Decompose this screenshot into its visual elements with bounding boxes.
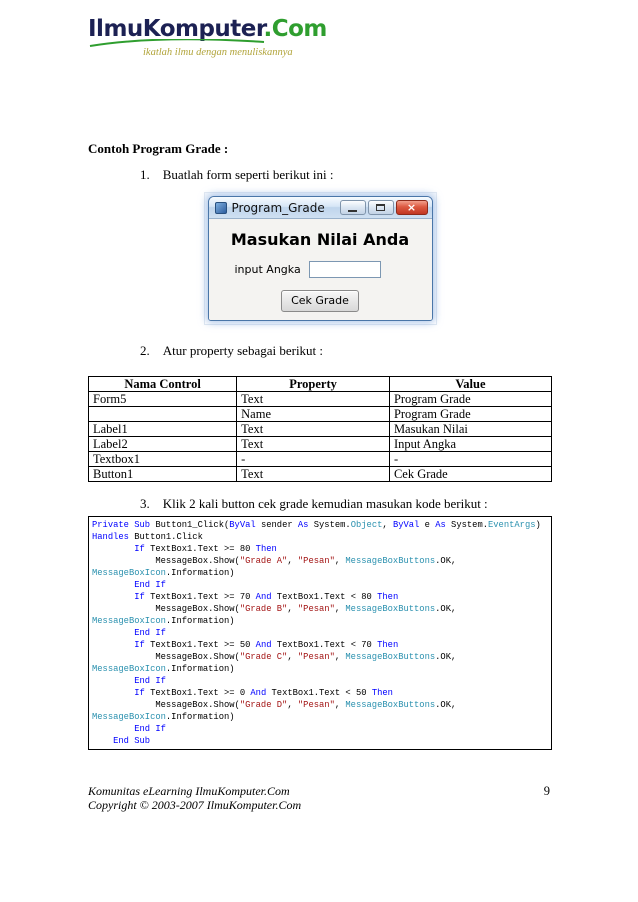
code-line: MessageBox.Show("Grade B", "Pesan", MessageBoxButtons.OK, [92, 604, 457, 614]
maximize-icon [376, 204, 385, 211]
logo-text-ilmukomputer: IlmuKomputer [88, 16, 264, 42]
code-line: If TextBox1.Text >= 50 And TextBox1.Text < 70 Then [134, 640, 399, 650]
code-line: MessageBoxIcon.Information) [92, 616, 235, 626]
code-line: If TextBox1.Text >= 70 And TextBox1.Text < 80 Then [134, 592, 399, 602]
table-cell: Input Angka [389, 437, 551, 452]
code-line: MessageBox.Show("Grade C", "Pesan", MessageBoxButtons.OK, [92, 652, 457, 662]
table-header-row [89, 377, 552, 392]
table-cell: Masukan Nilai [389, 422, 551, 437]
cek-grade-button[interactable]: Cek Grade [281, 290, 359, 312]
code-line: If TextBox1.Text >= 80 Then [134, 544, 277, 554]
code-line: MessageBox.Show("Grade D", "Pesan", MessageBoxButtons.OK, [92, 700, 457, 710]
code-block [88, 516, 552, 750]
property-table-body [89, 392, 552, 482]
logo-text-com: .Com [263, 16, 327, 42]
table-cell: Textbox1 [89, 452, 237, 467]
program-grade-window [208, 196, 433, 321]
header-value: Value [389, 377, 551, 392]
table-cell: - [389, 452, 551, 467]
table-row [89, 392, 552, 407]
table-row [89, 422, 552, 437]
table-cell: Text [237, 392, 390, 407]
window-controls [340, 200, 428, 215]
table-row [89, 437, 552, 452]
step-1 [140, 167, 552, 182]
table-cell: - [237, 452, 390, 467]
minimize-button[interactable] [340, 200, 366, 215]
logo-wordmark [88, 16, 552, 42]
table-cell: Text [237, 467, 390, 482]
window-titlebar[interactable] [209, 197, 432, 219]
footer-line2: Copyright © 2003-2007 IlmuKomputer.Com [88, 798, 302, 812]
input-angka-textbox[interactable] [309, 261, 381, 278]
footer [88, 784, 301, 812]
code-line: End Sub [113, 736, 151, 746]
button-row [219, 290, 422, 312]
code-line: MessageBoxIcon.Information) [92, 568, 235, 578]
table-cell: Text [237, 422, 390, 437]
table-cell: Program Grade [389, 392, 551, 407]
input-row [235, 261, 422, 278]
code-line: MessageBoxIcon.Information) [92, 664, 235, 674]
footer-line1: Komunitas eLearning IlmuKomputer.Com [88, 784, 290, 798]
table-row [89, 407, 552, 422]
step-2 [140, 343, 552, 358]
code-line: Private Sub Button1_Click(ByVal sender As System.Object, ByVal e As System.EventArgs) [92, 520, 541, 530]
table-row [89, 452, 552, 467]
logo [88, 16, 552, 59]
table-row [89, 467, 552, 482]
code-line: Handles Button1.Click [92, 532, 203, 542]
code-line: End If [134, 580, 166, 590]
header-property: Property [237, 377, 390, 392]
minimize-icon [348, 210, 357, 212]
page-number: 9 [543, 784, 550, 798]
step-3-text: Klik 2 kali button cek grade kemudian masukan kode berikut : [162, 496, 488, 511]
input-angka-label: input Angka [234, 263, 301, 276]
window-body [209, 219, 432, 320]
step-1-text: Buatlah form seperti berikut ini : [162, 167, 334, 182]
header-nama-control: Nama Control [89, 377, 237, 392]
form-screenshot [204, 192, 437, 325]
code-line: If TextBox1.Text >= 0 And TextBox1.Text < 50 Then [134, 688, 393, 698]
step-2-text: Atur property sebagai berikut : [162, 343, 324, 358]
table-cell: Label1 [89, 422, 237, 437]
table-cell [89, 407, 237, 422]
code-line: End If [134, 724, 166, 734]
table-cell: Label2 [89, 437, 237, 452]
maximize-button[interactable] [368, 200, 394, 215]
form-heading: Masukan Nilai Anda [230, 230, 410, 249]
property-table [88, 376, 552, 482]
table-cell: Cek Grade [389, 467, 551, 482]
close-button[interactable]: × [396, 200, 428, 215]
section-heading: Contoh Program Grade : [88, 141, 229, 156]
code-line: MessageBox.Show("Grade A", "Pesan", MessageBoxButtons.OK, [92, 556, 457, 566]
code-line: End If [134, 676, 166, 686]
step-1-number: 1. [140, 167, 150, 182]
step-3 [140, 496, 552, 511]
step-2-number: 2. [140, 343, 150, 358]
code-line: MessageBoxIcon.Information) [92, 712, 235, 722]
window-icon [215, 202, 227, 214]
table-cell: Name [237, 407, 390, 422]
table-cell: Button1 [89, 467, 237, 482]
table-cell: Text [237, 437, 390, 452]
table-cell: Program Grade [389, 407, 551, 422]
logo-tagline: ikatlah ilmu dengan menuliskannya [143, 47, 293, 58]
window-title: Program_Grade [231, 200, 325, 215]
step-3-number: 3. [140, 496, 150, 511]
table-cell: Form5 [89, 392, 237, 407]
code-line: End If [134, 628, 166, 638]
